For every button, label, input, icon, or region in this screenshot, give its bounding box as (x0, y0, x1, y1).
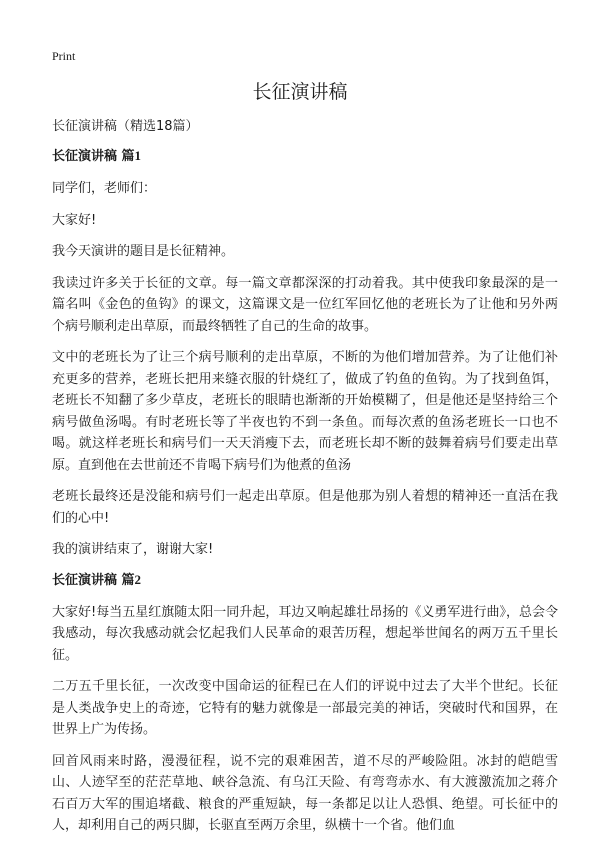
section-heading-text: 长征演讲稿 (52, 149, 122, 164)
paragraph: 我今天演讲的题目是长征精神。 (52, 244, 235, 259)
paragraph: 老班长最终还是没能和病号们一起走出草原。但是他那为别人着想的精神还一直活在我们的心中! (52, 489, 558, 526)
print-label: Print (52, 49, 76, 63)
section-heading-text: 长征演讲稿 (52, 572, 122, 588)
paragraph: 二万五千里长征，一次改变中国命运的征程已在人们的评说中过去了大半个世纪。长征是人类战争史上的奇迹，它特有的魅力就像是一部最完美的神话，突破时代和国界，在世界上广为传扬。 (52, 679, 558, 737)
section-heading (52, 571, 558, 590)
document-subtitle: 长征演讲稿（精选18篇） (52, 119, 199, 134)
paragraph: 回首风雨来时路，漫漫征程，说不完的艰难困苦，道不尽的严峻险阻。冰封的皑皑雪山、人迹罕至的茫茫草地、峡谷急流、有乌江天险、有弯弯赤水、有大渡激流加之蒋介石百万大军的围追堵截、粮食的严重短缺，每一条都足以让人恐惧、绝望。可长征中的人，却利用自己的两只脚，长驱直至两万余里，纵横十一个省。他们血 (52, 753, 558, 833)
paragraph: 文中的老班长为了让三个病号顺利的走出草原，不断的为他们增加营养。为了让他们补充更多的营养，老班长把用来缝衣服的针烧红了，做成了钓鱼的鱼钩。为了找到鱼饵，老班长不知翻了多少草皮，老班长的眼睛也渐渐的开始模糊了，但是他还是坚持给三个病号做鱼汤喝。有时老班长等了半夜也钓不到一条鱼。而每次煮的鱼汤老班长一口也不喝。就这样老班长和病号们一天天消瘦下去，而老班长却不断的鼓舞着病号们要走出草原。直到他在去世前还不肯喝下病号们为他煮的鱼汤 (52, 350, 558, 473)
document-body (52, 118, 558, 847)
paragraph: 大家好! (52, 212, 97, 228)
paragraph: 我的演讲结束了，谢谢大家! (52, 542, 214, 557)
paragraph: 同学们，老师们： (52, 181, 157, 196)
document-title: 长征演讲稿 (252, 81, 348, 103)
section-heading (52, 147, 558, 166)
section-heading-number: 篇1 (121, 148, 142, 163)
section-heading-number: 篇2 (121, 571, 142, 587)
paragraph: 大家好!每当五星红旗随太阳一同升起，耳边又响起雄壮昂扬的《义勇军进行曲》，总会令我感动，每次我感动就会忆起我们人民革命的艰苦历程，想起举世闻名的两万五千里长征。 (52, 604, 558, 663)
paragraph: 我读过许多关于长征的文章。每一篇文章都深深的打动着我。其中使我印象最深的是一篇名叫《金色的鱼钩》的课文，这篇课文是一位红军回忆他的老班长为了让他和另外两个病号顺利走出草原，而最终牺牲了自己的生命的故事。 (52, 275, 558, 334)
